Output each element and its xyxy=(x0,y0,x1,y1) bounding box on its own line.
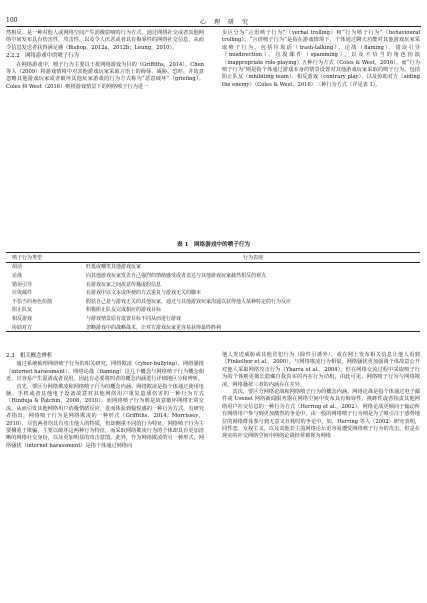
paragraph: 步区分为“言语喷子行为”（verbal trolling）和“行为喷子行为”（behavioural trolling）。“言语喷子行为”是指在游戏情境下，个体通过聊天功能对其他游戏玩家采取喷子行为，包括垃圾话（trash-talking）、论战（flaming）、错误引导（misdirection）、垃圾邮件（spamming），以及不恰当的角色扮演（inappropriate role-playing）五种行为方式（Coles & West，2016）。而“行为喷子行为”则是指个体通过游戏本身的情景设置对其他游戏玩家采取的喷子行为，包括阻止队友（inhibiting team）、相反游戏（contrary play），以及协助对方（aiding the enemy）（Coles & West，2016）三种行为方式（详见表 1）。 xyxy=(222,30,420,88)
section-heading: 2.3 相关概念辨析 xyxy=(6,353,53,359)
paragraph: 在网络游戏中，喷子行为主要以干扰网络游戏为目的（Griffiths，2014）。Chen 等人（2009）将游戏情境中对其他游戏玩家采取言语上的侮辱、威胁、恐吓、并故意忽略其他游戏玩家或者破坏其他玩家游戏的行为方式称为“恶意破坏”（griefing）。Coles 和 West（2016）则将游戏情景下的网络喷子行为进一 xyxy=(6,61,204,90)
row-type: 胡话 xyxy=(12,264,23,271)
row-definition: 向其他游戏玩家发表自己强烈的情绪感受或者表达与其他游戏玩家截然相反的观点 xyxy=(86,272,267,279)
column-header-type: 喷子行为类型 xyxy=(12,254,43,261)
table-caption: 表 1 网络游戏中的喷子行为 xyxy=(177,242,250,248)
table-row xyxy=(6,323,420,332)
row-definition: 积极阻止队友完成相应的游戏目标 xyxy=(86,307,162,314)
table-row xyxy=(6,297,420,306)
right-column-top xyxy=(222,30,420,89)
table-row xyxy=(6,271,420,280)
paragraph: 其次，要区分网络论战和网络喷子行为的概念内涵。网络论战是指个体通过电子邮件或 Usenet 网络新闻服务器在网络空间中发布具有侮辱性、挑衅性或者指责其他网络用户社交信息的一种行为方式（Herring et al.，2002）。网络论战更倾向于煽动所有网络用户参与到更加激烈的争论中。由一般的网络喷子行为则是为了吸引注于惑势地位的网络群体参与到无意义且耗时的争论中。如，Herring 等人（2002）研究表明，同性恋、女权主义，以及其他非主流网络论坛更容易遭受网络喷子行为的攻击。但是在现实的社交网络空间中网络论战经常被视为网络 xyxy=(222,389,420,440)
paragraph: 然相反。是一种对他人或网络空间产生消极影响的行为方式。通过网络社交或者其他网络空间发布具有伤害性、攻击性，以及令人厌恶或者具有侮辱性的网络社交信息，从而令信息发送者获得满足感（Bishop，2012a，2012b；Leung，2010）。 xyxy=(6,30,204,51)
table-row xyxy=(6,280,420,289)
row-type: 垃圾邮件 xyxy=(12,290,33,297)
left-column-top xyxy=(6,30,204,91)
section-heading: 2.2.2 网络游戏中的喷子行为 xyxy=(6,53,80,60)
journal-name: 心 理 研 究 xyxy=(200,19,250,26)
paragraph: 通过系统梳理网络喷子行为的相关研究，网络欺凌（cyber-bullying）、网络骚扰（internet harassment）、网络论战（flaming）这几个概念与网络喷子行为概念相近，且容易产生混淆或者误用，因此有必要将四者的概念内涵进行详细地区分和辨析。 xyxy=(6,361,204,383)
row-type: 不恰当的角色扮演 xyxy=(12,298,53,305)
table-row xyxy=(6,263,420,272)
row-type: 阻止队友 xyxy=(12,307,33,314)
table-row xyxy=(6,306,420,315)
paragraph: 首先，要区分网络欺凌和网络喷子行为的概念内涵。网络欺凌是指个体通过使用电脑、手机或者其他电子设备故意对其他网络用户重复造成伤害的一种行为方式（Hinduja & Patchin，2008，2010）。而网络喷子行为则是故意破坏网络正常交流，从而引发其他网络用户消极情绪反应，进而体验到愉悦感的一种行为方式。有研究者指出，网络喷子行为是网络欺凌的一种形式（Griffiths，2014；Morrissey，2010），尽管两者均具有攻击他人的特质，但却侧重不同的行为特征。网络喷子行为主要侧重于欺骗，主要以破坏这两种行为特征，而采取网络欺凌行为的个体却具有更加清晰的网络社交身份，以及更加明显的攻击意图。此外，作为网络欺凌的另一种形式，网络骚扰（internet harassment）是指个体通过网络向 xyxy=(6,383,204,449)
right-column-bottom xyxy=(222,352,420,441)
table-header-row xyxy=(6,253,420,262)
table-bottom-rule xyxy=(6,331,420,332)
left-column-bottom xyxy=(6,352,204,450)
row-type: 相反游戏 xyxy=(12,315,33,322)
row-type: 论战 xyxy=(12,272,23,279)
column-header-definition: 行为表现 xyxy=(242,254,263,261)
paragraph: 他人发送威胁或其他冒犯行为（除性引诱外），或在网上发布相关信息让他人看到（Finkelhor et al.，2000）。与网络欺凌行为相似，网络骚扰更加强调个体故意公开对他人采取网络攻击行为（Ybarra et al.，2004）。但在网络交流过程中采取喷子行为的个体则更擅长隐藏自我真实的内在行为动机，由此可见，网络喷子行为与网络欺凌，网络骚扰三者的内涵存在差异。 xyxy=(222,352,420,388)
header-rule xyxy=(6,26,421,27)
row-definition: 旺抵或嘲笑其他游戏玩家 xyxy=(86,264,142,271)
row-definition: 在游戏中以文本或所使的方式重复与游戏无关的脚本 xyxy=(86,290,202,297)
row-type: 错误引导 xyxy=(12,281,33,288)
table-body xyxy=(6,263,420,332)
row-definition: 假装自己是与游戏无关的其他玩家，通过与其他游戏玩家沟通以获得他人某种特定的行为反应 xyxy=(86,298,292,305)
page-number: 100 xyxy=(6,17,18,24)
trolling-behavior-table xyxy=(6,252,420,332)
table-row xyxy=(6,288,420,297)
row-definition: 与游戏情景原有设置目标不同从而进行游戏 xyxy=(86,315,182,322)
row-definition: 忽略游戏中的战略战术，让对方游戏玩家更容易获得最终胜利 xyxy=(86,324,222,331)
row-type: 协助对方 xyxy=(12,324,33,331)
table-row xyxy=(6,314,420,323)
row-definition: 在游戏玩家之间故意传播虚假信息 xyxy=(86,281,162,288)
